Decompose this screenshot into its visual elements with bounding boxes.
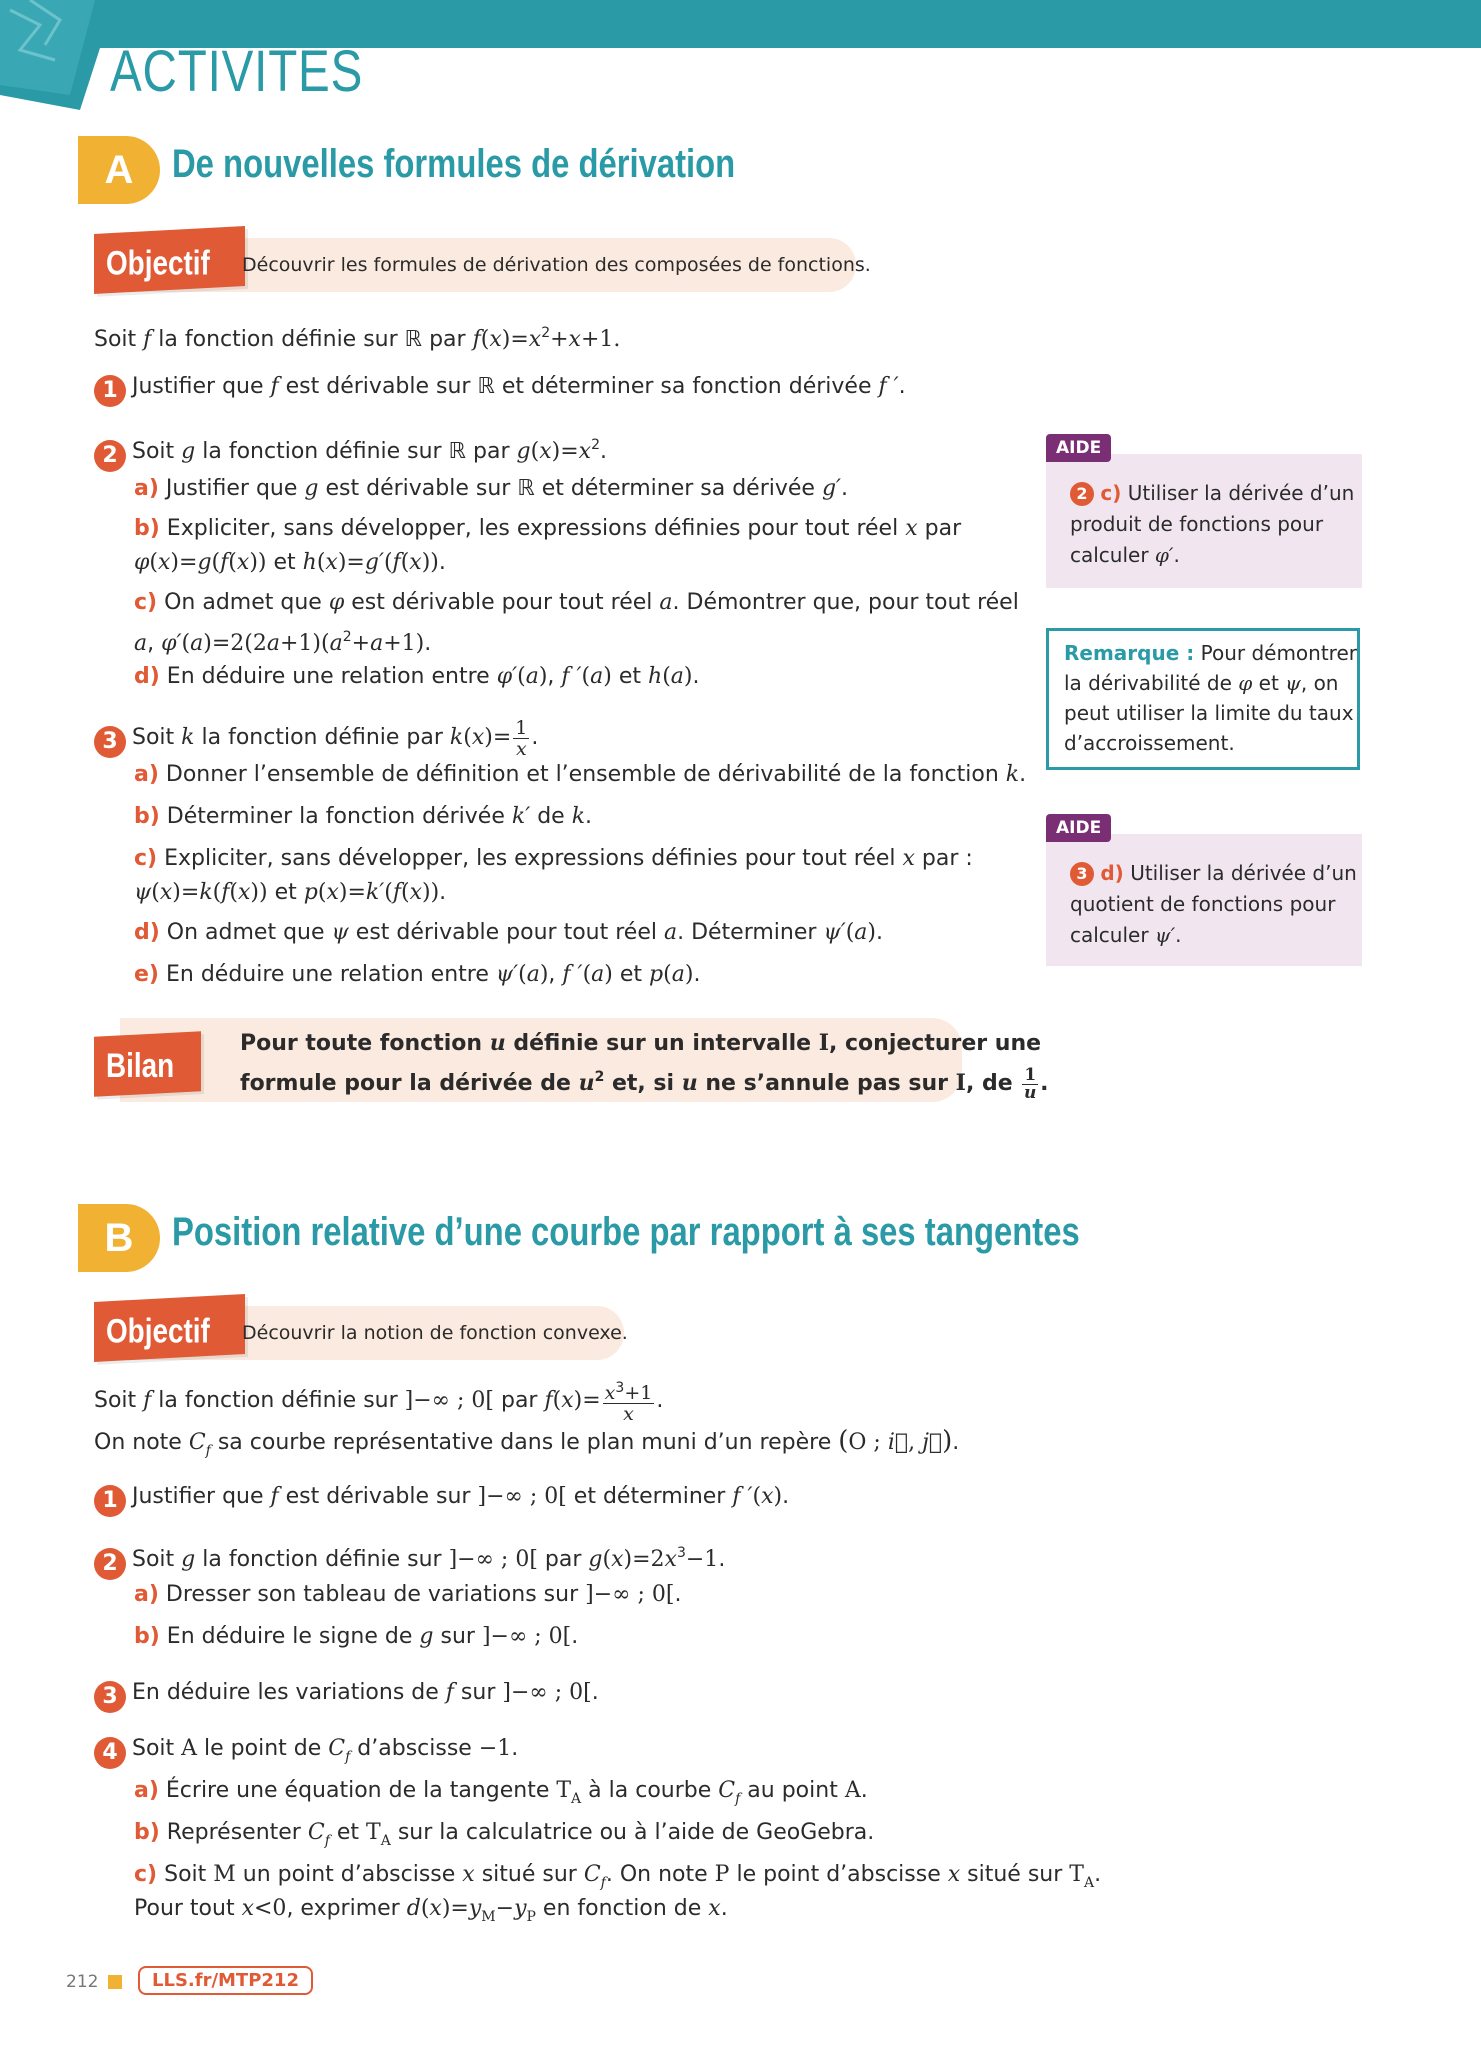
- question-b4a: a) Écrire une équation de la tangente $T_A$ à la courbe $C_f$ au point A.: [134, 1778, 868, 1807]
- question-b2a: a) Dresser son tableau de variations sur ]−∞ ; 0[.: [134, 1582, 682, 1607]
- section-a-badge: A: [78, 136, 160, 204]
- bilan-tag: Bilan: [94, 1031, 201, 1097]
- remarque-text: Remarque : Pour démontrer la dérivabilité de φ et ψ, on peut utiliser la limite du taux d’accroissement.: [1064, 641, 1357, 755]
- section-b-intro-line1: Soit f la fonction définie sur ]−∞ ; 0[ par f(x)= $\frac{x^3+1}{x}$ .: [94, 1380, 664, 1425]
- question-a3: 3 Soit k la fonction définie par k(x)= $\frac{1}{x}$ .: [94, 716, 538, 760]
- section-b-intro-line2: On note $C_f$ sa courbe représentative dans le plan muni d’un repère (O ; i⃗, j⃗).: [94, 1426, 960, 1459]
- section-a-intro: Soit f la fonction définie sur ℝ par $f(x)=x^2+x+1$.: [94, 325, 621, 352]
- objectif-b-text: Découvrir la notion de fonction convexe.: [242, 1322, 628, 1344]
- question-a2c-line1: c) On admet que φ est dérivable pour tout réel a. Démontrer que, pour tout réel: [134, 590, 1019, 615]
- section-b-badge: B: [78, 1204, 160, 1272]
- question-b4: 4 Soit A le point de $C_f$ d’abscisse −1.: [94, 1734, 518, 1772]
- question-b2: 2 Soit g la fonction définie sur ]−∞ ; 0[ par $g(x)=2x^3-1$.: [94, 1538, 725, 1580]
- question-b3: 3 En déduire les variations de f sur ]−∞ ; 0[.: [94, 1678, 599, 1713]
- objectif-a-text: Découvrir les formules de dérivation des composées de fonctions.: [242, 254, 871, 276]
- bilan-line2: formule pour la dérivée de $u^2$ et, si u ne s’annule pas sur I, de $\frac{1}{u}$ .: [240, 1064, 1049, 1103]
- question-a2d: d) En déduire une relation entre φ′(a), f ′(a) et h(a).: [134, 664, 700, 689]
- aide-tag-2: AIDE: [1046, 814, 1111, 842]
- question-b2b: b) En déduire le signe de g sur ]−∞ ; 0[.: [134, 1624, 579, 1649]
- objectif-a-tag: Objectif: [94, 226, 245, 294]
- section-b-title: Position relative d’une courbe par rapport à ses tangentes: [172, 1210, 1080, 1254]
- question-b4b: b) Représenter $C_f$ et $T_A$ sur la calculatrice ou à l’aide de GeoGebra.: [134, 1820, 875, 1849]
- footer-link[interactable]: LLS.fr/MTP212: [138, 1966, 313, 1995]
- question-a3e: e) En déduire une relation entre ψ′(a), f ′(a) et p(a).: [134, 962, 701, 987]
- question-b4c-line1: c) Soit M un point d’abscisse x situé sur $C_f$. On note P le point d’abscisse x situé sur $T_A$.: [134, 1862, 1102, 1891]
- section-a-title: De nouvelles formules de dérivation: [172, 142, 736, 186]
- question-b4c-line2: Pour tout x<0, exprimer $d(x)=y_M-y_P$ en fonction de x.: [134, 1896, 728, 1925]
- bilan-line1: Pour toute fonction u définie sur un intervalle I, conjecturer une: [240, 1030, 1042, 1056]
- question-a3c-line2: ψ(x)=k(f(x)) et p(x)=k′(f(x)).: [134, 880, 447, 905]
- question-a3c-line1: c) Expliciter, sans développer, les expressions définies pour tout réel x par :: [134, 846, 973, 871]
- question-a2b-line1: b) Expliciter, sans développer, les expressions définies pour tout réel x par: [134, 516, 962, 541]
- question-a2a: a) Justifier que g est dérivable sur ℝ et déterminer sa dérivée g′.: [134, 476, 849, 501]
- question-a2c-line2: a, $\varphi'(a)=2(2a+1)(a^2+a+1)$.: [134, 629, 432, 656]
- aide-text-1: 2 c) Utiliser la dérivée d’un produit de fonctions pour calculer φ′.: [1070, 481, 1355, 567]
- header-band: [320, 0, 1481, 48]
- question-a1: 1 Justifier que f est dérivable sur ℝ et déterminer sa fonction dérivée f ′.: [94, 372, 906, 407]
- aide-tag-1: AIDE: [1046, 434, 1111, 462]
- question-a2: 2 Soit g la fonction définie sur ℝ par $g(x)=x^2$.: [94, 430, 607, 472]
- question-a2b-line2: φ(x)=g(f(x)) et h(x)=g′(f(x)).: [134, 550, 446, 575]
- page-square: [108, 1975, 122, 1989]
- page-title: ACTIVITÉS: [110, 39, 364, 104]
- page-number: 212: [66, 1972, 99, 1992]
- aide-text-2: 3 d) Utiliser la dérivée d’un quotient de fonctions pour calculer ψ′.: [1070, 861, 1357, 947]
- question-b1: 1 Justifier que f est dérivable sur ]−∞ ; 0[ et déterminer f ′(x).: [94, 1482, 789, 1517]
- question-a3a: a) Donner l’ensemble de définition et l’ensemble de dérivabilité de la fonction k.: [134, 762, 1027, 787]
- question-a3d: d) On admet que ψ est dérivable pour tout réel a. Déterminer ψ′(a).: [134, 920, 883, 945]
- question-a3b: b) Déterminer la fonction dérivée k′ de k.: [134, 804, 593, 829]
- objectif-b-tag: Objectif: [94, 1294, 245, 1362]
